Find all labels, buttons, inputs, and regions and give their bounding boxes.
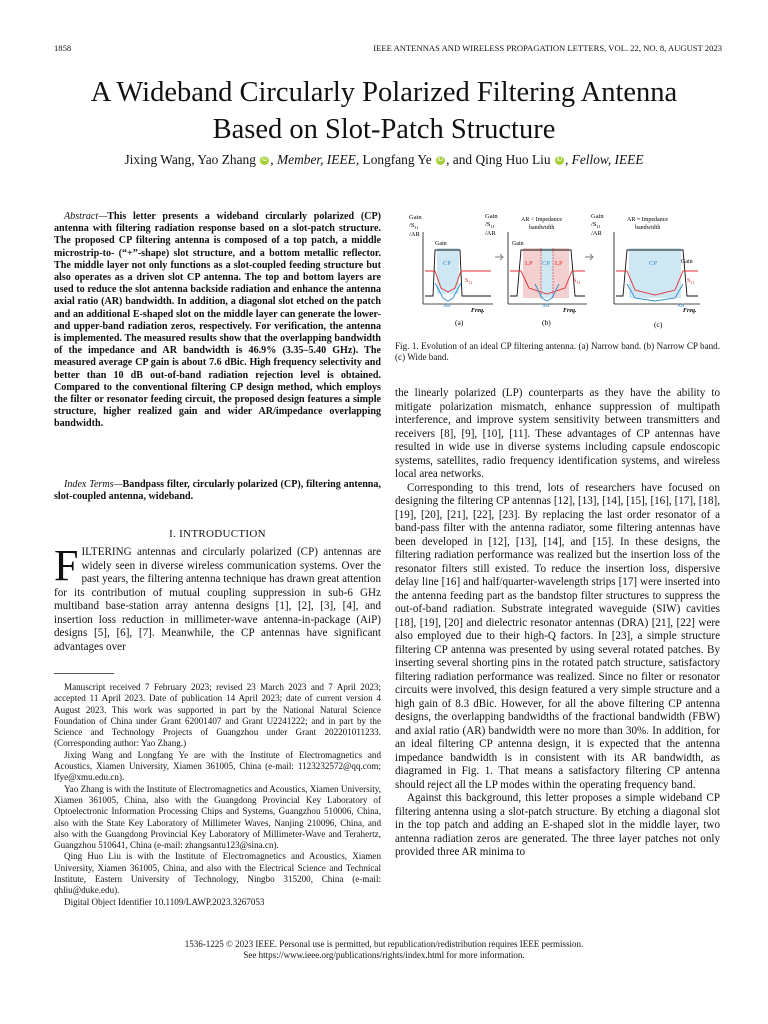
- author-names-1: Jixing Wang, Yao Zhang: [124, 152, 256, 167]
- ar-label: AR: [677, 303, 685, 309]
- bandwidth-note: AR < Impedance: [521, 217, 563, 223]
- cp-label: CP: [443, 260, 451, 267]
- paper-title: [40, 74, 728, 148]
- panel-b-label: (b): [542, 318, 551, 327]
- author-role-member: Member, IEEE: [276, 152, 356, 167]
- author-name-ye: Longfang Ye: [362, 152, 432, 167]
- panel-c: [591, 213, 700, 329]
- abstract-label: Abstract—: [64, 211, 108, 222]
- author-role-fellow: Fellow, IEEE: [571, 152, 644, 167]
- s11-axis-label: $/S_{11}$: [591, 221, 601, 229]
- ar-label: AR: [542, 303, 550, 309]
- index-terms: [54, 479, 381, 503]
- footnote-doi: Digital Object Identifier 10.1109/LAWP.2023.3267053: [64, 896, 265, 907]
- s11-axis-label: $/S_{11}$: [485, 221, 495, 229]
- bandwidth-note: bandwidth: [529, 225, 555, 231]
- orcid-icon[interactable]: iD: [261, 157, 268, 163]
- cp-label: CP: [542, 260, 550, 267]
- title-line-1: A Wideband Circularly Polarized Filtering Antenna: [90, 77, 678, 108]
- bandwidth-note: AR = Impedance: [627, 217, 669, 223]
- copyright-line: 1536-1225 © 2023 IEEE. Personal use is permitted, but republication/redistribution requires IEEE permission.: [184, 939, 584, 949]
- journal-header: IEEE ANTENNAS AND WIRELESS PROPAGATION LETTERS, VOL. 22, NO. 8, AUGUST 2023: [373, 43, 722, 53]
- s11-label: $S_{11}$: [687, 278, 695, 285]
- s11-label: $S_{11}$: [465, 278, 473, 285]
- bandwidth-note: bandwidth: [635, 225, 661, 231]
- s11-label: $S_{11}$: [573, 278, 581, 285]
- footnote-divider: [54, 673, 114, 674]
- figure-caption: Fig. 1. Evolution of an ideal CP filtering antenna. (a) Narrow band. (b) Narrow CP band. (c) Wide band.: [395, 341, 720, 363]
- footnote: Yao Zhang is with the Institute of Electromagnetics and Acoustics, Xiamen University, Xiamen 361005, China, also with the Guangdong Provincial Key Laboratory of Optoelectronic Information Processing Chips and Systems, Guangzhou 510006, China, also with the State Key Laboratory of Millimeter Waves, Nanjing 210096, China, and also with the Guangdong Provincial Key Laboratory of Millimeter-Wave and Terahertz, Guangzhou 510641, China (e-mail: zhangsantu123@sina.cn).: [54, 783, 381, 851]
- ar-label: AR: [443, 303, 451, 309]
- copyright-notice: [40, 939, 728, 961]
- freq-axis-label: Freq.: [563, 308, 577, 314]
- panel-c-label: (c): [654, 320, 663, 329]
- gain-axis-label: Gain: [591, 213, 604, 220]
- body-paragraph: the linearly polarized (LP) counterparts as they have the ability to mitigate polarization mismatch, enhance suppression of multipath interference, and improve system sensitivity between transmitters and receivers [8], [9], [10], [11]. These advantages of CP antennas have resulted in wide use in diverse systems including capsule endoscopic systems, satellites, radio frequency identification systems, and wireless local area networks.: [395, 387, 720, 480]
- copyright-rights-link[interactable]: See https://www.ieee.org/publications/rights/index.html for more information.: [243, 950, 525, 960]
- panel-a-label: (a): [455, 318, 464, 327]
- figure-1: [395, 208, 720, 335]
- ar-axis-label: /AR: [591, 230, 602, 237]
- orcid-icon[interactable]: iD: [556, 157, 563, 163]
- lp-label: LP: [555, 260, 563, 267]
- arrow-right-icon: [495, 254, 503, 260]
- gain-label: Gain: [435, 241, 447, 247]
- footnote: Jixing Wang and Longfang Ye are with the Institute of Electromagnetics and Acoustics, Xiamen University, Xiamen 361005, China (e-mail: 1123232572@qq.com; lfye@xmu.edu.cn).: [54, 749, 381, 783]
- freq-axis-label: Freq.: [471, 308, 485, 314]
- gain-axis-label: Gain: [409, 214, 422, 221]
- freq-axis-label: Freq.: [683, 308, 697, 314]
- figure-1-diagram: [395, 208, 720, 335]
- cp-band: [541, 248, 553, 298]
- gain-label: Gain: [512, 241, 524, 247]
- drop-cap: F: [54, 541, 79, 590]
- body-paragraph: Corresponding to this trend, lots of researchers have focused on designing the filtering CP antennas [12], [13], [14], [15], [16], [17], [18], [19], [20], [21], [22], [23]. By replacing the last order resonator of a band-pass filter with the antenna radiator, some filtering antennas have been developed in [12], [13], [14], and [15]. In these designs, the filtering radiation performance was realized but the insertion loss of the resonator filters still existed. To reduce the insertion loss, dispersive delay line [16] and half/quarter-wavelength strips [17] were inserted into the antenna feeding part as the bandstop filter structures to suppress the out-of-band radiation. Substrate integrated waveguide (SIW) cavities [18], [19], [20] and dielectric resonator antennas (DRA) [21], [22] were also employed due to their high-Q factors. In [23], a simple structure filtering CP antenna was presented by using several rotated patches. By inserting several shorting pins in the rotated patch structure, satisfactory filtering radiation performance was realized. Since no filter or resonator circuits were involved, this design featured a very simple structure and a high gain of 8.3 dBic. However, for all the above filtering CP antenna designs, the overlapping bandwidths of the fractional bandwidth (FBW) and axial ratio (AR) bandwidth were no more than 30%. In addition, for an ideal filtering CP antenna design, it is expected that the antenna impedance bandwidth is in consistent with its AR bandwidth, as diagramed in Fig. 1. That means a satisfactory filtering CP antenna should reject all the LP modes within the operating frequency band.: [395, 481, 720, 791]
- cp-label: CP: [649, 260, 657, 267]
- footnotes: [54, 682, 381, 908]
- s11-axis-label: $/S_{11}$: [409, 222, 419, 230]
- body-paragraph: Against this background, this letter proposes a simple wideband CP filtering antenna using a slot-patch structure. By etching a diagonal slot in the top patch and adding an E-shaped slot in the middle layer, two antenna radiation zeros are generated. The three layer patches not only provided three AR minima to: [395, 792, 720, 858]
- panel-b: [485, 213, 587, 327]
- introduction-paragraph: [54, 541, 381, 654]
- index-terms-label: Index Terms—: [64, 479, 123, 490]
- arrow-right-icon: [585, 254, 593, 260]
- author-name-liu: , and Qing Huo Liu: [446, 152, 551, 167]
- ar-axis-label: /AR: [485, 230, 496, 237]
- author-line: Jixing Wang, Yao Zhang iD , Member, IEEE, Longfang Ye iD , and Qing Huo Liu iD , Fellow, IEEE: [124, 152, 644, 167]
- gain-label: Gain: [681, 259, 693, 265]
- footnote: Manuscript received 7 February 2023; revised 23 March 2023 and 7 April 2023; accepted 11 April 2023. Date of publication 14 April 2023; date of current version 4 August 2023. This work was supported in part by the National Natural Science Foundation of China under Grant 62001407 and Grant U2241222; and in part by the Science and Technology Projects of Guangzhou under Grant 202201011233. (Corresponding author: Yao Zhang.): [54, 682, 381, 749]
- gain-axis-label: Gain: [485, 213, 498, 220]
- title-line-2: Based on Slot-Patch Structure: [212, 114, 556, 145]
- lp-label: LP: [525, 260, 533, 267]
- page-number: 1858: [54, 43, 72, 53]
- panel-a: [409, 214, 493, 327]
- right-column-text: [395, 387, 720, 860]
- index-terms-text: Bandpass filter, circularly polarized (CP), filtering antenna, slot-coupled antenna, wideband.: [54, 479, 381, 503]
- intro-text: ILTERING antennas and circularly polarized (CP) antennas are widely seen in diverse wireless communication systems. Over the past years, the filtering antenna technique has drawn great attention for its contribution of mutual coupling suppression in sub-6 GHz multiband base-station array antenna designs [1], [2], [3], [4], and insertion loss reduction in millimeter-wave antenna-in-package (AiP) designs [5], [6], [7]. Meanwhile, the CP antennas have significant advantages over: [54, 546, 381, 653]
- footnote: Qing Huo Liu is with the Institute of Electromagnetics and Acoustics, Xiamen University, Xiamen 361005, China, and also with the Electrical Science and Technical Institute, Eastern University of Technology, Ningbo 315200, China (e-mail: qhliu@duke.edu).: [54, 851, 381, 896]
- section-heading: I. INTRODUCTION: [169, 528, 266, 540]
- abstract: [54, 211, 381, 431]
- orcid-icon[interactable]: iD: [437, 157, 444, 163]
- ar-axis-label: /AR: [409, 231, 420, 238]
- abstract-text: This letter presents a wideband circularly polarized (CP) antenna with filtering radiation response based on a slot-patch structure. The proposed CP filtering antenna is composed of a top patch, a middle microstrip-to- (“+”-shape) slot structure, and a bottom metallic reflector. The middle layer not only functions as a slot-coupled feeding structure but also operates as a driven slot CP antenna. The top and bottom layers are used to reduce the slot antenna backside radiation and enhance the antenna axial ratio (AR) bandwidth. In addition, a diagonal slot etched on the patch and an additional E-shaped slot on the middle layer can generate the lower- and upper-band radiation zeros, respectively. For verification, the antenna is implemented. The measured results show that the overlapping bandwidth of the impedance and AR bandwidth is 46.9% (3.35–5.40 GHz). The measured average CP gain is about 7.6 dBic. High frequency selectivity and better than 10 dB out-of-band radiation rejection level is obtained. Compared to the conventional filtering CP design method, which employs the filter or resonator feeding circuit, the proposed design features a simple structure, higher realized gain and wider AR/impedance overlapping bandwidth.: [54, 211, 381, 430]
